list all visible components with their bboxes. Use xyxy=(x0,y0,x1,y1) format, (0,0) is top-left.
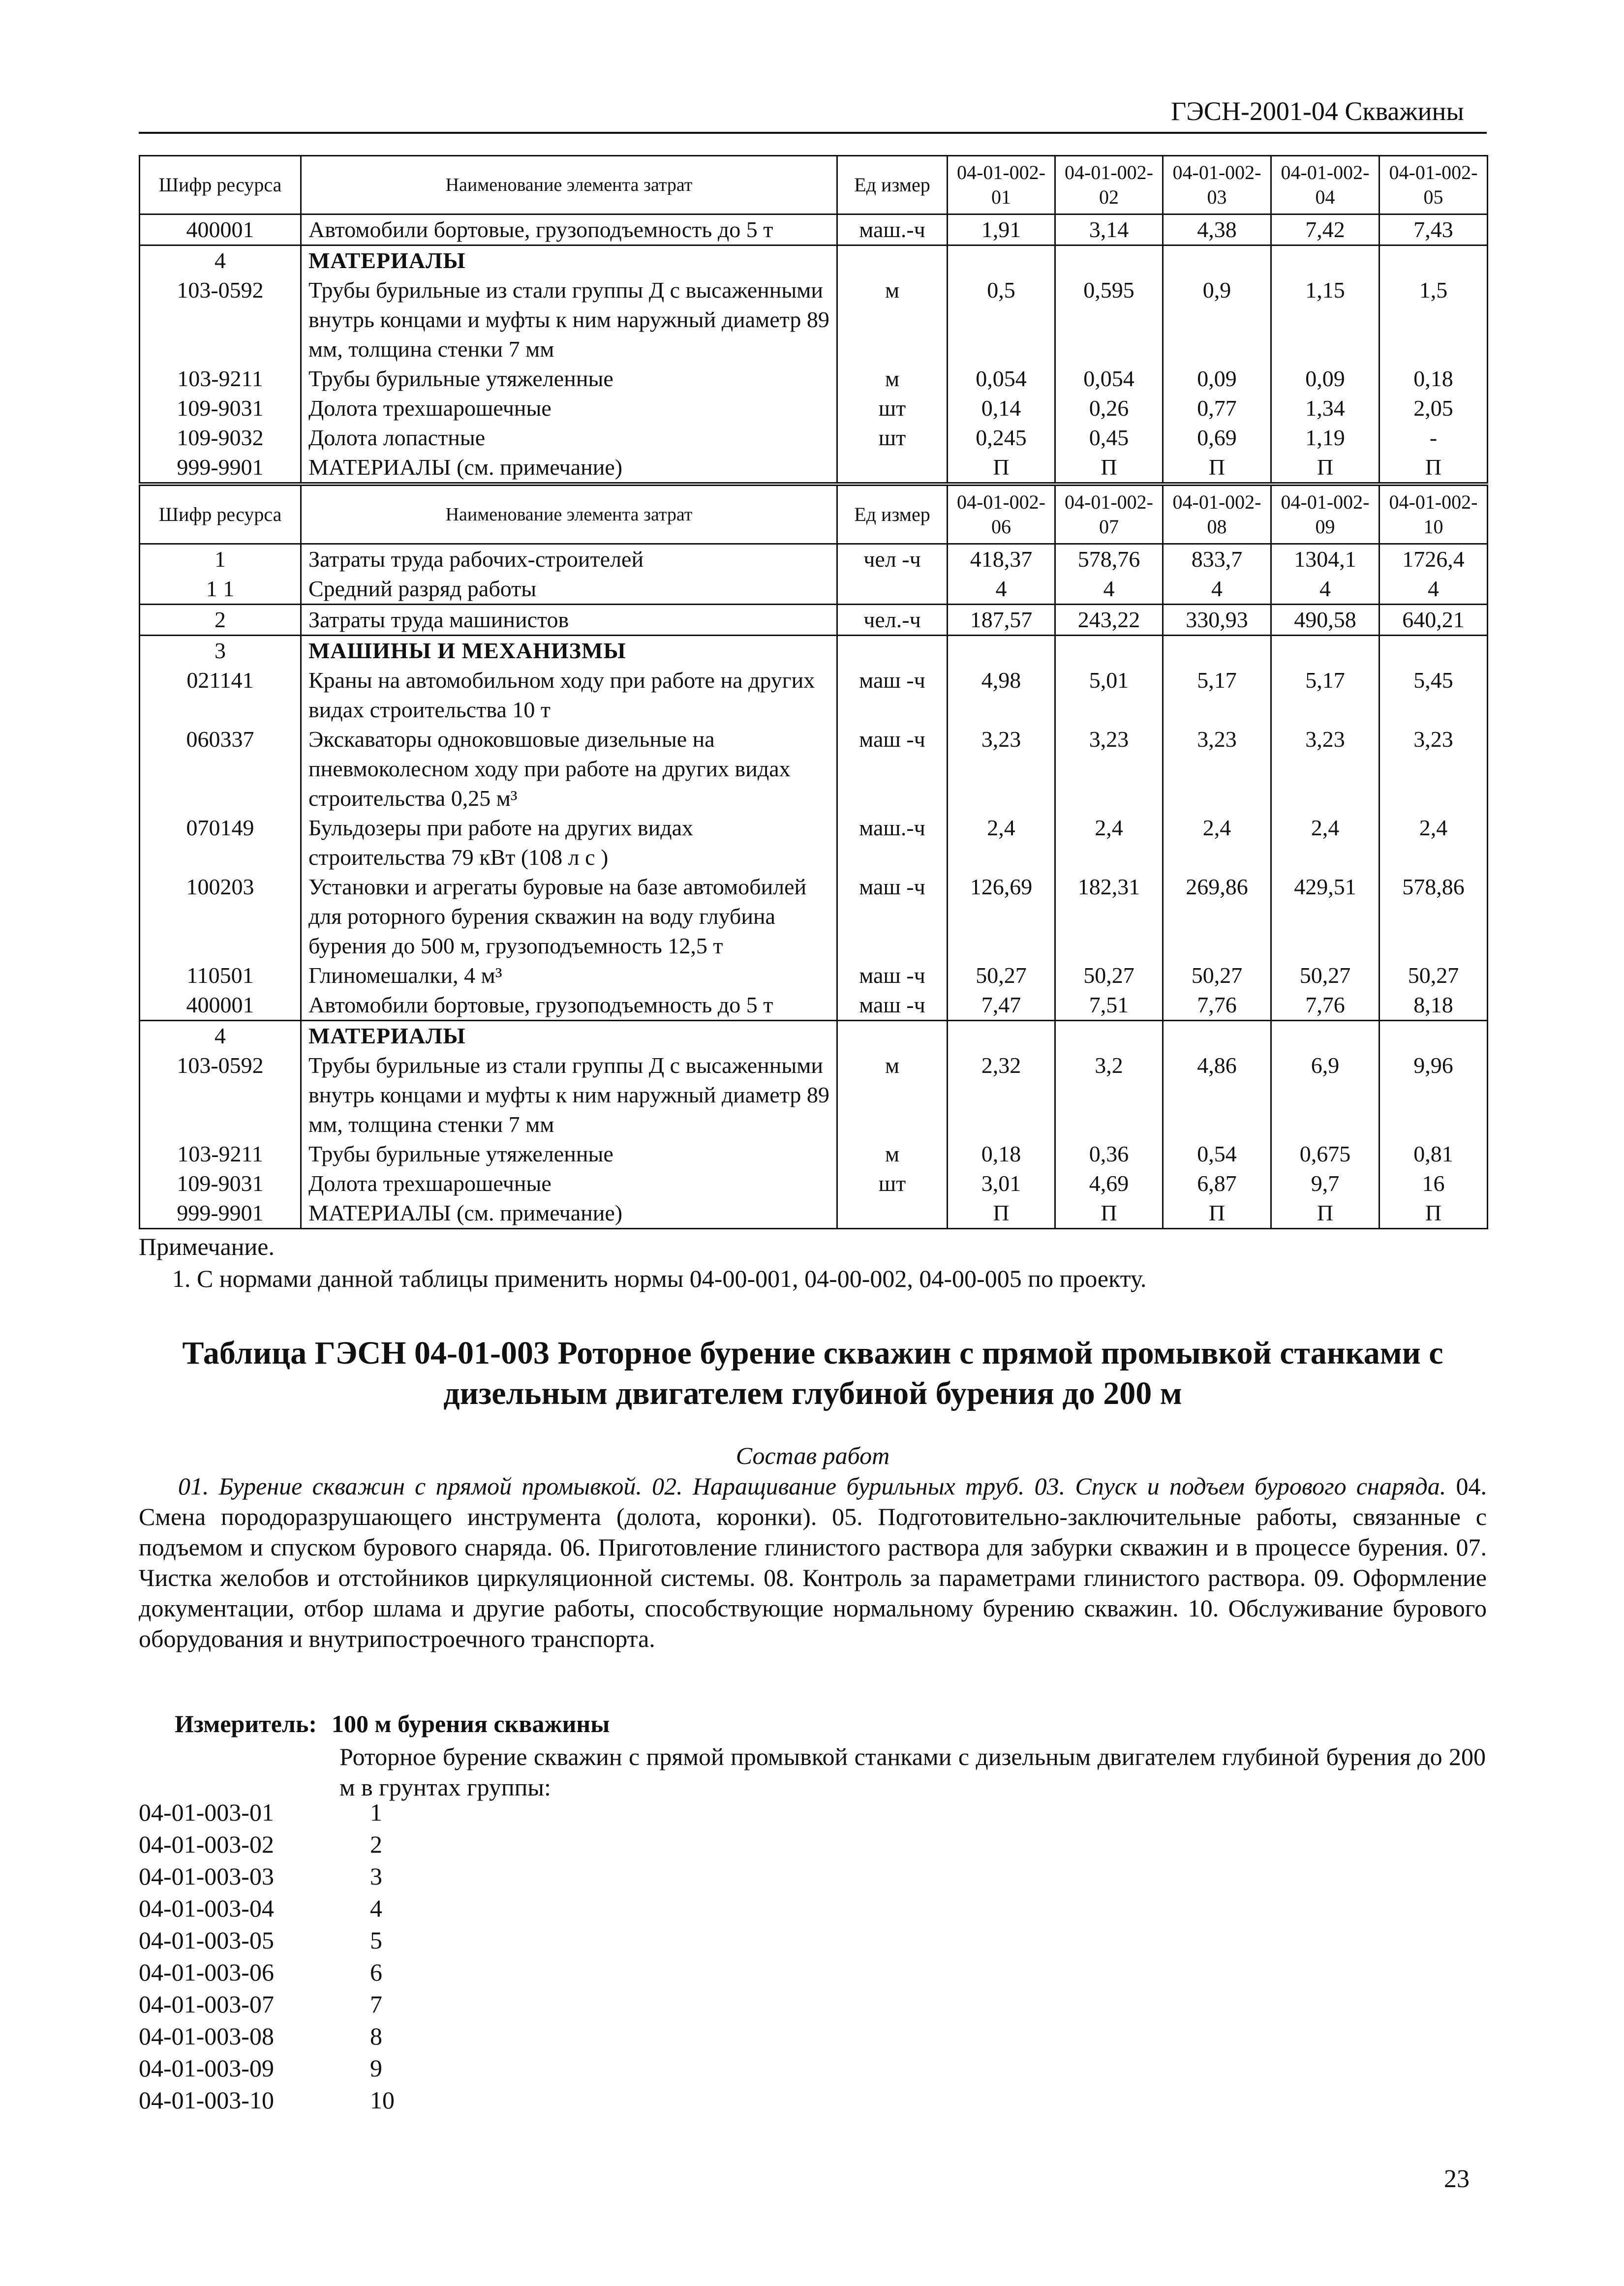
value-cell xyxy=(1163,636,1271,666)
table-row xyxy=(140,214,1488,245)
value-cell: 4 xyxy=(1055,574,1163,605)
value-cell: П xyxy=(1163,1198,1271,1229)
value-cell xyxy=(1163,245,1271,276)
value-cell xyxy=(1271,1021,1379,1051)
value-cell: П xyxy=(1163,453,1271,483)
value-cell xyxy=(948,1021,1055,1051)
table-row xyxy=(140,1139,1488,1169)
value-cell: 0,45 xyxy=(1055,423,1163,453)
unit-cell: маш -ч xyxy=(837,872,948,961)
table-row xyxy=(140,636,1488,666)
unit-cell xyxy=(837,453,948,483)
cost-element-name: Трубы бурильные из стали группы Д с высаженными внутрь концами и муфты к ним наружный диаметр 89 мм, толщина стенки 7 мм xyxy=(301,1051,837,1139)
value-cell: 0,26 xyxy=(1055,394,1163,423)
value-cell: 429,51 xyxy=(1271,872,1379,961)
soil-group: 5 xyxy=(370,1926,382,1954)
cost-element-name: Долота лопастные xyxy=(301,423,837,453)
page-number: 23 xyxy=(1444,2165,1470,2193)
value-cell: 4 xyxy=(1379,574,1488,605)
table-row xyxy=(140,275,1488,364)
soil-group: 6 xyxy=(370,1958,382,1986)
resource-code: 1 1 xyxy=(140,574,301,605)
value-cell: 418,37 xyxy=(948,544,1055,575)
column-header: 04-01-002-07 xyxy=(1055,486,1163,544)
column-header: 04-01-002-06 xyxy=(948,486,1055,544)
resource-code: 109-9032 xyxy=(140,423,301,453)
value-cell: 0,18 xyxy=(948,1139,1055,1169)
norm-code: 04-01-003-06 xyxy=(139,1958,274,1986)
table-row xyxy=(140,574,1488,605)
value-cell: 2,4 xyxy=(948,813,1055,872)
table-row xyxy=(140,364,1488,394)
unit-cell: шт xyxy=(837,1169,948,1198)
cost-element-name: Затраты труда рабочих-строителей xyxy=(301,544,837,575)
value-cell: П xyxy=(1379,1198,1488,1229)
table-row xyxy=(140,1021,1488,1051)
resource-code: 400001 xyxy=(140,990,301,1021)
cost-element-name: МАШИНЫ И МЕХАНИЗМЫ xyxy=(301,636,837,666)
value-cell: 0,595 xyxy=(1055,275,1163,364)
value-cell: П xyxy=(1055,453,1163,483)
value-cell xyxy=(1163,1021,1271,1051)
value-cell: П xyxy=(1055,1198,1163,1229)
norm-code: 04-01-003-02 xyxy=(139,1830,274,1858)
value-cell: 0,675 xyxy=(1271,1139,1379,1169)
value-cell: 7,76 xyxy=(1163,990,1271,1021)
unit-cell: чел.-ч xyxy=(837,605,948,636)
value-cell: 1726,4 xyxy=(1379,544,1488,575)
cost-element-name: Трубы бурильные из стали группы Д с высаженными внутрь концами и муфты к ним наружный диаметр 89 мм, толщина стенки 7 мм xyxy=(301,275,837,364)
value-cell: 269,86 xyxy=(1163,872,1271,961)
value-cell: 0,054 xyxy=(948,364,1055,394)
value-cell: 8,18 xyxy=(1379,990,1488,1021)
table-row xyxy=(140,544,1488,575)
value-cell: 7,51 xyxy=(1055,990,1163,1021)
norm-code: 04-01-003-08 xyxy=(139,2022,274,2050)
column-header: 04-01-002-10 xyxy=(1379,486,1488,544)
unit-cell: маш -ч xyxy=(837,666,948,725)
header-rule xyxy=(139,132,1487,134)
cost-element-name: Бульдозеры при работе на других видах строительства 79 кВт (108 л с ) xyxy=(301,813,837,872)
value-cell: 3,23 xyxy=(1163,725,1271,813)
value-cell: 5,45 xyxy=(1379,666,1488,725)
value-cell: 0,69 xyxy=(1163,423,1271,453)
cost-element-name: Глиномешалки, 4 м³ xyxy=(301,961,837,990)
measure-value: 100 м бурения скважины xyxy=(332,1710,610,1737)
table-row xyxy=(140,453,1488,483)
value-cell: 0,5 xyxy=(948,275,1055,364)
column-header: 04-01-002-04 xyxy=(1271,156,1379,214)
value-cell: 578,76 xyxy=(1055,544,1163,575)
value-cell: 126,69 xyxy=(948,872,1055,961)
value-cell: 490,58 xyxy=(1271,605,1379,636)
value-cell: 1,19 xyxy=(1271,423,1379,453)
value-cell xyxy=(1379,245,1488,276)
note-item: 1. С нормами данной таблицы применить нормы 04-00-001, 04-00-002, 04-00-005 по проекту. xyxy=(172,1265,1147,1292)
resource-code: 103-0592 xyxy=(140,1051,301,1139)
value-cell: П xyxy=(1379,453,1488,483)
cost-element-name: Трубы бурильные утяжеленные xyxy=(301,1139,837,1169)
value-cell: П xyxy=(948,453,1055,483)
cost-element-name: Средний разряд работы xyxy=(301,574,837,605)
value-cell: 50,27 xyxy=(1271,961,1379,990)
value-cell: 0,09 xyxy=(1271,364,1379,394)
column-header: Шифр ресурса xyxy=(140,486,301,544)
norm-code-row xyxy=(139,1958,382,1986)
value-cell: 5,17 xyxy=(1271,666,1379,725)
unit-cell xyxy=(837,1198,948,1229)
value-cell: 4,86 xyxy=(1163,1051,1271,1139)
norm-code-row xyxy=(139,2022,382,2050)
work-composition-rest: 04. Смена породоразрушающего инструмента (долота, коронки). 05. Подготовительно-заключительные работы, связанные с подъемом и спуском бурового снаряда. 06. Приготовление глинистого раствора для забурки скважин и в процессе бурения. 07. Чистка желобов и отстойников циркуляционной системы. 08. Контроль за параметрами глинистого раствора. 09. Оформление документации, отбор шлама и другие работы, способствующие нормальному бурению скважин. 10. Обслуживание бурового оборудования и внутрипостроечного транспорта. xyxy=(139,1472,1487,1652)
norm-code-row xyxy=(139,1990,382,2018)
resource-code: 100203 xyxy=(140,872,301,961)
value-cell xyxy=(1271,636,1379,666)
unit-cell: м xyxy=(837,1139,948,1169)
value-cell: 243,22 xyxy=(1055,605,1163,636)
value-cell: 50,27 xyxy=(948,961,1055,990)
resource-code: 400001 xyxy=(140,214,301,245)
column-header: 04-01-002-02 xyxy=(1055,156,1163,214)
value-cell: 0,09 xyxy=(1163,364,1271,394)
table-row xyxy=(140,666,1488,725)
cost-element-name: Затраты труда машинистов xyxy=(301,605,837,636)
value-cell: 3,2 xyxy=(1055,1051,1163,1139)
value-cell: 4,69 xyxy=(1055,1169,1163,1198)
unit-cell: м xyxy=(837,1051,948,1139)
table-row xyxy=(140,872,1488,961)
table-row xyxy=(140,813,1488,872)
resource-code: 103-9211 xyxy=(140,1139,301,1169)
unit-cell: м xyxy=(837,364,948,394)
value-cell: 7,76 xyxy=(1271,990,1379,1021)
unit-cell: чел -ч xyxy=(837,544,948,575)
cost-element-name: Трубы бурильные утяжеленные xyxy=(301,364,837,394)
norm-code: 04-01-003-03 xyxy=(139,1862,274,1890)
value-cell: 5,17 xyxy=(1163,666,1271,725)
unit-cell: маш -ч xyxy=(837,990,948,1021)
value-cell: 7,42 xyxy=(1271,214,1379,245)
value-cell: 0,81 xyxy=(1379,1139,1488,1169)
value-cell: 0,36 xyxy=(1055,1139,1163,1169)
value-cell: 1,15 xyxy=(1271,275,1379,364)
value-cell: 2,4 xyxy=(1055,813,1163,872)
soil-group: 7 xyxy=(370,1990,382,2018)
value-cell xyxy=(1055,1021,1163,1051)
resource-code: 070149 xyxy=(140,813,301,872)
value-cell: 50,27 xyxy=(1379,961,1488,990)
measure-line xyxy=(175,1709,610,1738)
unit-cell xyxy=(837,1021,948,1051)
value-cell: - xyxy=(1379,423,1488,453)
resource-code: 3 xyxy=(140,636,301,666)
value-cell: 1304,1 xyxy=(1271,544,1379,575)
soil-group: 4 xyxy=(370,1894,382,1922)
value-cell: 2,32 xyxy=(948,1051,1055,1139)
cost-element-name: Долота трехшарошечные xyxy=(301,1169,837,1198)
column-header: Шифр ресурса xyxy=(140,156,301,214)
work-composition-intro: 01. Бурение скважин с прямой промывкой. 02. Наращивание бурильных труб. 03. Спуск и подъем бурового снаряда. xyxy=(178,1472,1446,1500)
cost-element-name: МАТЕРИАЛЫ xyxy=(301,245,837,276)
cost-element-name: Автомобили бортовые, грузоподъемность до 5 т xyxy=(301,214,837,245)
value-cell: П xyxy=(1271,453,1379,483)
value-cell xyxy=(948,636,1055,666)
norm-code-row xyxy=(139,1926,382,1954)
value-cell: 50,27 xyxy=(1163,961,1271,990)
value-cell xyxy=(1055,245,1163,276)
resource-table-b xyxy=(139,485,1488,1229)
value-cell: 3,23 xyxy=(948,725,1055,813)
soil-group: 3 xyxy=(370,1862,382,1890)
value-cell: 0,77 xyxy=(1163,394,1271,423)
value-cell: 4,38 xyxy=(1163,214,1271,245)
norm-code-row xyxy=(139,1798,382,1827)
soil-group: 10 xyxy=(370,2086,395,2114)
column-header: 04-01-002-01 xyxy=(948,156,1055,214)
value-cell: 330,93 xyxy=(1163,605,1271,636)
value-cell: 6,9 xyxy=(1271,1051,1379,1139)
value-cell xyxy=(1379,636,1488,666)
value-cell: 0,14 xyxy=(948,394,1055,423)
value-cell: 0,54 xyxy=(1163,1139,1271,1169)
value-cell: 4 xyxy=(948,574,1055,605)
section-title: Таблица ГЭСН 04-01-003 Роторное бурение скважин с прямой промывкой станками с дизельным двигателем глубиной бурения до 200 м xyxy=(182,1335,1443,1411)
resource-code: 103-9211 xyxy=(140,364,301,394)
measure-label: Измеритель: xyxy=(175,1710,317,1737)
column-header: 04-01-002-03 xyxy=(1163,156,1271,214)
value-cell: 3,14 xyxy=(1055,214,1163,245)
unit-cell: маш -ч xyxy=(837,961,948,990)
value-cell: 3,01 xyxy=(948,1169,1055,1198)
note-heading: Примечание. xyxy=(139,1233,275,1260)
value-cell xyxy=(948,245,1055,276)
norm-code-row xyxy=(139,2054,382,2082)
unit-cell: м xyxy=(837,275,948,364)
resource-code: 999-9901 xyxy=(140,453,301,483)
resource-code: 103-0592 xyxy=(140,275,301,364)
value-cell: 9,7 xyxy=(1271,1169,1379,1198)
resource-code: 4 xyxy=(140,245,301,276)
value-cell: 578,86 xyxy=(1379,872,1488,961)
resource-code: 1 xyxy=(140,544,301,575)
value-cell: 16 xyxy=(1379,1169,1488,1198)
table-header-row xyxy=(140,486,1488,544)
norm-code: 04-01-003-04 xyxy=(139,1894,274,1922)
resource-code: 060337 xyxy=(140,725,301,813)
norm-code-row xyxy=(139,1862,382,1890)
table-header-row xyxy=(140,156,1488,214)
column-header: Ед измер xyxy=(837,486,948,544)
unit-cell xyxy=(837,636,948,666)
table-row xyxy=(140,961,1488,990)
table-row xyxy=(140,423,1488,453)
table-row xyxy=(140,725,1488,813)
value-cell: 0,9 xyxy=(1163,275,1271,364)
value-cell: 2,05 xyxy=(1379,394,1488,423)
value-cell xyxy=(1055,636,1163,666)
norm-code-row xyxy=(139,2086,395,2114)
value-cell: 187,57 xyxy=(948,605,1055,636)
value-cell: 7,47 xyxy=(948,990,1055,1021)
value-cell: 0,18 xyxy=(1379,364,1488,394)
value-cell xyxy=(1271,245,1379,276)
resource-code: 999-9901 xyxy=(140,1198,301,1229)
work-composition-heading: Состав работ xyxy=(735,1442,890,1469)
running-header: ГЭСН-2001-04 Скважины xyxy=(1171,96,1464,126)
unit-cell xyxy=(837,574,948,605)
norm-code-row xyxy=(139,1894,382,1922)
norm-code: 04-01-003-01 xyxy=(139,1798,274,1826)
soil-group: 9 xyxy=(370,2054,382,2082)
column-header: Ед измер xyxy=(837,156,948,214)
cost-element-name: Автомобили бортовые, грузоподъемность до 5 т xyxy=(301,990,837,1021)
value-cell: 0,054 xyxy=(1055,364,1163,394)
value-cell: 9,96 xyxy=(1379,1051,1488,1139)
value-cell: 2,4 xyxy=(1379,813,1488,872)
soil-group: 8 xyxy=(370,2022,382,2050)
value-cell: 1,5 xyxy=(1379,275,1488,364)
work-composition-text xyxy=(139,1471,1487,1654)
table-row xyxy=(140,990,1488,1021)
value-cell: 4 xyxy=(1271,574,1379,605)
cost-element-name: Экскаваторы одноковшовые дизельные на пневмоколесном ходу при работе на других видах строительства 0,25 м³ xyxy=(301,725,837,813)
resource-code: 4 xyxy=(140,1021,301,1051)
unit-cell: маш.-ч xyxy=(837,214,948,245)
unit-cell xyxy=(837,245,948,276)
column-header: Наименование элемента затрат xyxy=(301,156,837,214)
value-cell: 3,23 xyxy=(1271,725,1379,813)
column-header: 04-01-002-08 xyxy=(1163,486,1271,544)
resource-code: 021141 xyxy=(140,666,301,725)
soil-group: 1 xyxy=(370,1798,382,1826)
value-cell: 2,4 xyxy=(1271,813,1379,872)
unit-cell: маш.-ч xyxy=(837,813,948,872)
resource-table-a xyxy=(139,155,1488,484)
table-row xyxy=(140,605,1488,636)
value-cell: 3,23 xyxy=(1055,725,1163,813)
table-row xyxy=(140,394,1488,423)
value-cell: П xyxy=(948,1198,1055,1229)
unit-cell: шт xyxy=(837,423,948,453)
norm-code: 04-01-003-10 xyxy=(139,2086,274,2114)
table-row xyxy=(140,1198,1488,1229)
resource-code: 2 xyxy=(140,605,301,636)
column-header: 04-01-002-09 xyxy=(1271,486,1379,544)
unit-cell: маш -ч xyxy=(837,725,948,813)
cost-element-name: МАТЕРИАЛЫ (см. примечание) xyxy=(301,453,837,483)
cost-element-name: Долота трехшарошечные xyxy=(301,394,837,423)
value-cell: 1,34 xyxy=(1271,394,1379,423)
lead-text: Роторное бурение скважин с прямой промывкой станками с дизельным двигателем глубиной бурения до 200 м в грунтах группы: xyxy=(339,1743,1486,1801)
value-cell: 640,21 xyxy=(1379,605,1488,636)
table-row xyxy=(140,245,1488,276)
value-cell: 7,43 xyxy=(1379,214,1488,245)
norm-code: 04-01-003-05 xyxy=(139,1926,274,1954)
value-cell xyxy=(1379,1021,1488,1051)
value-cell: 0,245 xyxy=(948,423,1055,453)
column-header: Наименование элемента затрат xyxy=(301,486,837,544)
norm-code: 04-01-003-09 xyxy=(139,2054,274,2082)
cost-element-name: МАТЕРИАЛЫ (см. примечание) xyxy=(301,1198,837,1229)
resource-code: 109-9031 xyxy=(140,1169,301,1198)
resource-code: 110501 xyxy=(140,961,301,990)
value-cell: 182,31 xyxy=(1055,872,1163,961)
table-row xyxy=(140,1169,1488,1198)
cost-element-name: МАТЕРИАЛЫ xyxy=(301,1021,837,1051)
norm-code-row xyxy=(139,1830,382,1859)
resource-code: 109-9031 xyxy=(140,394,301,423)
value-cell: 2,4 xyxy=(1163,813,1271,872)
soil-group: 2 xyxy=(370,1830,382,1858)
cost-element-name: Установки и агрегаты буровые на базе автомобилей для роторного бурения скважин на воду глубина бурения до 500 м, грузоподъемность 12,5 т xyxy=(301,872,837,961)
value-cell: 3,23 xyxy=(1379,725,1488,813)
value-cell: 5,01 xyxy=(1055,666,1163,725)
value-cell: П xyxy=(1271,1198,1379,1229)
column-header: 04-01-002-05 xyxy=(1379,156,1488,214)
value-cell: 4 xyxy=(1163,574,1271,605)
value-cell: 50,27 xyxy=(1055,961,1163,990)
value-cell: 1,91 xyxy=(948,214,1055,245)
value-cell: 4,98 xyxy=(948,666,1055,725)
norm-code: 04-01-003-07 xyxy=(139,1990,274,2018)
table-row xyxy=(140,1051,1488,1139)
unit-cell: шт xyxy=(837,394,948,423)
cost-element-name: Краны на автомобильном ходу при работе на других видах строительства 10 т xyxy=(301,666,837,725)
value-cell: 833,7 xyxy=(1163,544,1271,575)
value-cell: 6,87 xyxy=(1163,1169,1271,1198)
